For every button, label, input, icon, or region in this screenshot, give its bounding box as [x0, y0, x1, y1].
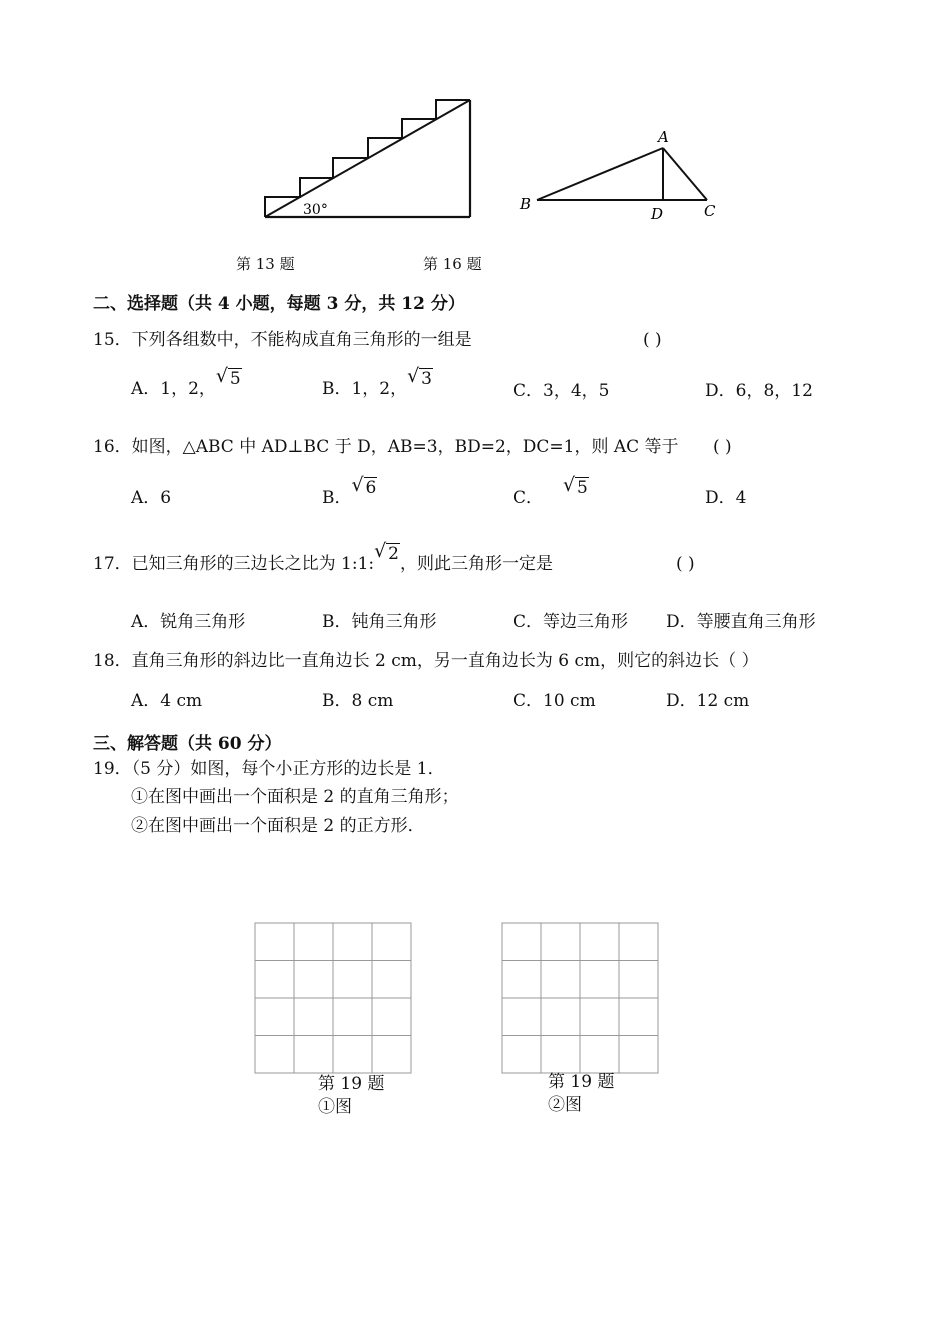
q17-stem-prefix: 17．已知三角形的三边长之比为 1:1:: [93, 554, 375, 574]
radical-sign-icon: √: [374, 540, 387, 562]
q15-bracket: ( ): [643, 330, 662, 350]
q16-option-b-root: √ 6: [351, 474, 377, 498]
q15-option-c: C．3，4，5: [513, 381, 610, 401]
q17-stem-root: √ 2: [374, 540, 399, 564]
q17-option-c: C．等边三角形: [513, 612, 629, 632]
q19-part1: ①在图中画出一个面积是 2 的直角三角形；: [131, 787, 459, 807]
q15-option-a-prefix: A．1，2，: [131, 379, 216, 399]
q17-bracket: ( ): [676, 554, 695, 574]
q19-stem: 19．（5 分）如图，每个小正方形的边长是 1．: [93, 759, 445, 779]
q17-option-d: D．等腰直角三角形: [666, 612, 816, 632]
q17-stem-suffix: ，则此三角形一定是: [399, 554, 553, 574]
q16-option-b: [322, 474, 377, 509]
q17-option-b: B．钝角三角形: [322, 612, 437, 632]
q15-option-b: [322, 365, 433, 400]
vertex-b-label: B: [520, 195, 532, 213]
q19-grid-2-sub: ②图: [548, 1095, 582, 1115]
section-choice-heading: 二、选择题（共 4 小题，每题 3 分，共 12 分）: [93, 294, 465, 314]
q15-option-b-prefix: B．1，2，: [322, 379, 408, 399]
triangle-figure: [515, 122, 735, 222]
q19-grid-1: [254, 922, 414, 1074]
stairs-figure: [255, 95, 475, 225]
q17-option-a: A．锐角三角形: [131, 612, 246, 632]
q16-option-c-root: √ 5: [563, 474, 588, 498]
q16-stem: 16．如图，△ABC 中 AD⊥BC 于 D，AB=3，BD=2，DC=1，则 AC 等于: [93, 437, 679, 457]
q16-option-a: A．6: [131, 488, 172, 508]
q18-option-b: B．8 cm: [322, 691, 394, 711]
q18-option-d: D．12 cm: [666, 691, 750, 711]
q18-option-a: A．4 cm: [131, 691, 203, 711]
radical-sign-icon: √: [351, 474, 364, 496]
q15-option-d: D．6，8，12: [705, 381, 813, 401]
q16-option-c: [513, 474, 589, 509]
stairs-angle-label: 30°: [303, 202, 328, 218]
q19-grid-1-caption: 第 19 题: [318, 1074, 385, 1094]
q15-option-a-root: √ 5: [215, 365, 241, 389]
section-answer-heading: 三、解答题（共 60 分）: [93, 734, 282, 754]
q18-option-c: C．10 cm: [513, 691, 596, 711]
stairs-caption: 第 13 题: [236, 255, 295, 273]
q18-stem: 18．直角三角形的斜边比一直角边长 2 cm，另一直角边长为 6 cm，则它的斜边长（ ）: [93, 651, 759, 671]
q16-option-d: D．4: [705, 488, 747, 508]
radical-sign-icon: √: [407, 365, 420, 387]
radical-sign-icon: √: [215, 365, 229, 387]
q16-option-c-prefix: C．: [513, 488, 544, 508]
q16-bracket: ( ): [713, 437, 732, 457]
q19-part2: ②在图中画出一个面积是 2 的正方形．: [131, 816, 425, 836]
q17-stem: [93, 540, 553, 575]
vertex-a-label: A: [658, 128, 669, 146]
q15-option-b-root: √ 3: [407, 365, 432, 389]
vertex-c-label: C: [704, 202, 716, 220]
q15-stem: 15．下列各组数中，不能构成直角三角形的一组是: [93, 330, 472, 350]
vertex-d-label: D: [651, 205, 664, 223]
q19-grid-2-caption: 第 19 题: [548, 1072, 615, 1092]
triangle-caption: 第 16 题: [423, 255, 482, 273]
radical-sign-icon: √: [563, 474, 576, 496]
q19-grid-2: [501, 922, 661, 1074]
q19-grid-1-sub: ①图: [318, 1097, 352, 1117]
q15-option-a: [131, 365, 242, 400]
q16-option-b-prefix: B．: [322, 488, 352, 508]
